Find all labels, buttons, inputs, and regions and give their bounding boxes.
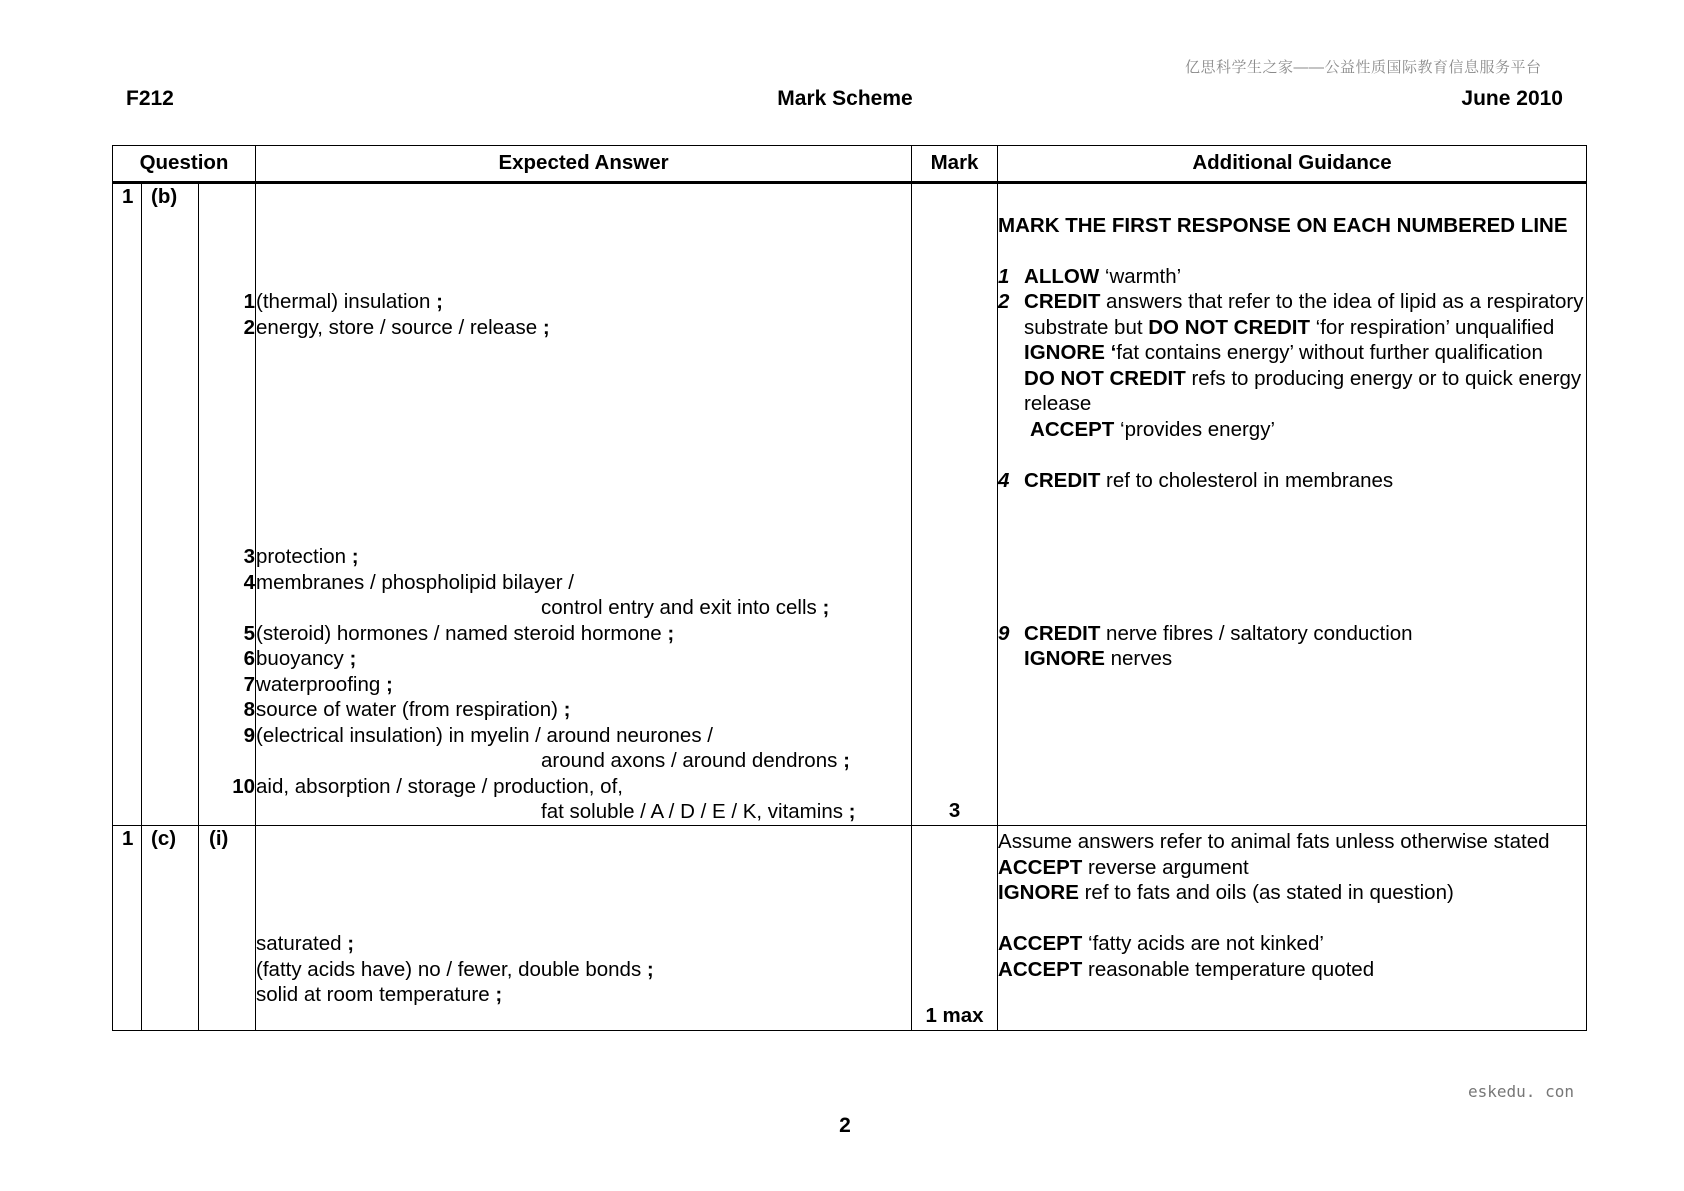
question-part: (c) (142, 826, 199, 1031)
table-row (113, 826, 1587, 1031)
expected-answer-cell (256, 826, 912, 1031)
watermark-top: 亿思科学生之家——公益性质国际教育信息服务平台 (1185, 59, 1542, 76)
answer-line: source of water (from respiration) ; (256, 698, 571, 721)
header-code: F212 (126, 87, 174, 110)
guidance-line: IGNORE nerves (1024, 647, 1173, 670)
answer-line: solid at room temperature ; (256, 983, 503, 1006)
answer-line: (steroid) hormones / named steroid hormone ; (256, 621, 675, 645)
answer-line-continued: around axons / around dendrons ; (541, 749, 850, 772)
header-question: Question (113, 146, 256, 183)
answer-line: protection ; (256, 545, 359, 568)
mark-scheme-table (112, 145, 1587, 1031)
mark-value: 1 max (912, 826, 998, 1031)
question-part: (b) (142, 183, 199, 826)
question-number: 1 (113, 183, 142, 826)
answer-line: (fatty acids have) no / fewer, double bonds ; (256, 957, 654, 981)
answer-line: aid, absorption / storage / production, of, (256, 774, 623, 798)
answer-line-continued: control entry and exit into cells ; (541, 596, 830, 619)
header-additional-guidance: Additional Guidance (998, 146, 1587, 183)
guidance-line: ACCEPT reverse argument (998, 855, 1249, 879)
answer-line: energy, store / source / release ; (256, 315, 550, 339)
guidance-intro: Assume answers refer to animal fats unless otherwise stated (998, 830, 1550, 853)
guidance-line: IGNORE ref to fats and oils (as stated in question) (998, 881, 1454, 904)
guidance-line: ACCEPT reasonable temperature quoted (998, 957, 1375, 981)
header-mark: Mark (912, 146, 998, 183)
question-subpart: (i) (199, 826, 256, 1031)
guidance-line: 2 CREDIT answers that refer to the idea of lipid as a respiratory substrate but DO NOT CREDIT ‘for respiration’ unqualified IGNORE ‘fat contains energy’ without further qualification DO NOT CREDIT refs to producing energy or to quick energy release ACCEPT ‘provides energy’ (998, 290, 1584, 441)
additional-guidance-cell (998, 826, 1587, 1031)
answer-line: membranes / phospholipid bilayer / (256, 570, 574, 594)
answer-numbers: 1 2 3 4 5 6 7 8 9 10 (199, 183, 256, 826)
answer-line: (electrical insulation) in myelin / around neurones / (256, 723, 713, 747)
answer-line: buoyancy ; (256, 647, 357, 670)
guidance-line: 9 CREDIT nerve fibres / saltatory conduction (998, 621, 1413, 645)
watermark-bottom: eskedu. con (1468, 1082, 1574, 1101)
answer-line: waterproofing ; (256, 672, 393, 696)
table-header-row (113, 146, 1587, 183)
header-expected-answer: Expected Answer (256, 146, 912, 183)
header-title: Mark Scheme (777, 87, 913, 110)
answer-line: (thermal) insulation ; (256, 290, 443, 313)
answer-line-continued: fat soluble / A / D / E / K, vitamins ; (541, 800, 856, 823)
page-number: 2 (839, 1114, 851, 1137)
guidance-line: 4 CREDIT ref to cholesterol in membranes (998, 468, 1394, 492)
header-date: June 2010 (1461, 87, 1563, 110)
table-row (113, 183, 1587, 826)
guidance-line: ACCEPT ‘fatty acids are not kinked’ (998, 932, 1324, 955)
question-number: 1 (113, 826, 142, 1031)
guidance-heading: MARK THE FIRST RESPONSE ON EACH NUMBERED LINE (998, 213, 1568, 237)
guidance-line: 1 ALLOW ‘warmth’ (998, 264, 1182, 288)
expected-answer-cell (256, 183, 912, 826)
additional-guidance-cell (998, 183, 1587, 826)
answer-line: saturated ; (256, 932, 355, 955)
mark-value: 3 (912, 183, 998, 826)
